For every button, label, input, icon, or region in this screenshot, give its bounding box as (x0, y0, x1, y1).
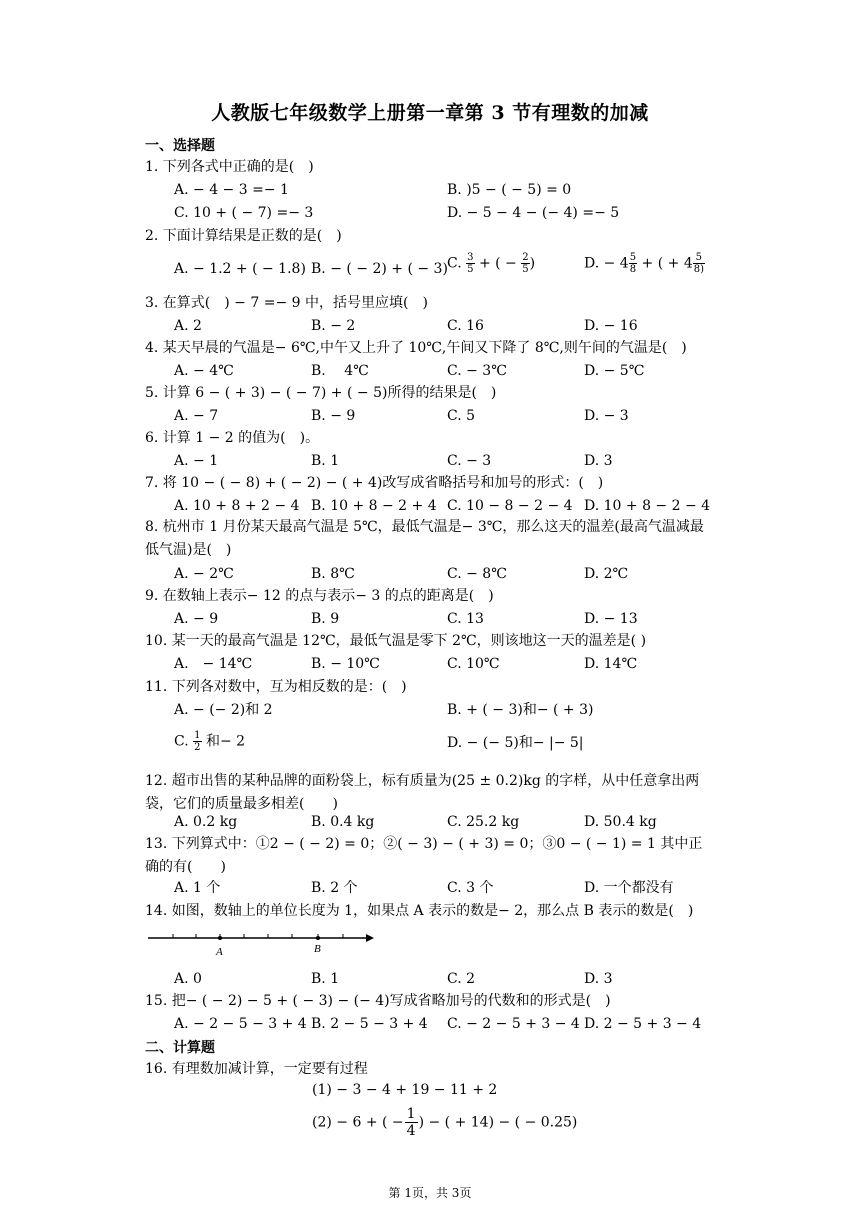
question-6-option-c: C. − 3 (447, 453, 492, 469)
fraction (693, 252, 705, 275)
option-label: C. (447, 255, 462, 272)
question-2-option-c (447, 252, 535, 275)
question-10-stem: 10. 某一天的最高气温是 12℃，最低气温是零下 2℃，则该地这一天的温差是( ) (145, 633, 647, 649)
question-11-option-d: D. − (− 5)和− |− 5| (447, 735, 584, 751)
question-12-option-a: A. 0.2 kg (174, 814, 238, 830)
question-12-stem: 12. 超市出售的某种品牌的面粉袋上，标有质量为(25 ± 0.2)kg 的字样，从中任意拿出两袋，它们的质量最多相差( ) (145, 773, 700, 812)
question-13-option-a: A. 1 个 (174, 880, 221, 896)
question-5-option-b: B. − 9 (311, 408, 356, 424)
question-7-option-b: B. 10 + 8 − 2 + 4 (311, 498, 437, 514)
question-3-stem: 3. 在算式( ) − 7 =− 9 中，括号里应填( ) (145, 295, 428, 311)
question-13-option-d: D. 一个都没有 (584, 880, 674, 896)
question-9-option-c: C. 13 (447, 611, 484, 627)
closing-text: ) (529, 255, 536, 272)
denominator: 8 (629, 264, 637, 275)
section-heading-calc: 二、计算题 (145, 1040, 215, 1056)
question-11-option-a: A. − (− 2)和 2 (174, 702, 273, 718)
numerator: 1 (194, 730, 201, 741)
point-a-label: A (216, 946, 223, 958)
fraction (193, 730, 201, 753)
question-15-stem: 15. 把− ( − 2) − 5 + ( − 3) − (− 4)写成省略加号的代数和的形式是( ) (145, 993, 611, 1009)
fraction (405, 1106, 418, 1139)
question-2-stem: 2. 下面计算结果是正数的是( ) (145, 228, 342, 244)
question-9-option-b: B. 9 (311, 611, 340, 627)
denominator: 5 (522, 264, 529, 275)
question-6-stem: 6. 计算 1 − 2 的值为( )。 (145, 430, 320, 446)
question-7-option-a: A. 10 + 8 + 2 − 4 (174, 498, 300, 514)
question-15-option-b: B. 2 − 5 − 3 + 4 (311, 1016, 428, 1032)
numerator: 3 (467, 252, 474, 263)
denominator: 5 (467, 264, 474, 275)
question-4-option-a: A. − 4℃ (174, 363, 234, 379)
question-4-stem: 4. 某天早晨的气温是− 6℃,中午又上升了 10℃,午间又下降了 8℃,则午间的气温是( ) (145, 340, 687, 356)
calculation-2 (312, 1106, 577, 1139)
question-10-option-d: D. 14℃ (584, 656, 638, 672)
question-8-stem: 8. 杭州市 1 月份某天最高气温是 5℃，最低气温是− 3℃，那么这天的温差(最高气温减最低气温)是( ) (145, 519, 704, 558)
denominator: 4 (406, 1123, 416, 1139)
question-1-stem: 1. 下列各式中正确的是( ) (145, 159, 314, 175)
question-4-option-c: C. − 3℃ (447, 363, 507, 379)
question-13-stem: 13. 下列算式中：①2 − ( − 2) = 0；②( − 3) − ( + 3) = 0；③0 − ( − 1) = 1 其中正确的有( ) (145, 836, 703, 875)
question-12-option-c: C. 25.2 kg (447, 814, 520, 830)
question-9-stem: 9. 在数轴上表示− 12 的点与表示− 3 的点的距离是( ) (145, 588, 494, 604)
option-label: C. (174, 733, 189, 750)
numerator: 1 (406, 1106, 416, 1122)
question-5-stem: 5. 计算 6 − ( + 3) − ( − 7) + ( − 5)所得的结果是( ) (145, 385, 497, 401)
question-1-option-a: A. − 4 − 3 =− 1 (174, 182, 289, 198)
question-10-option-b: B. − 10℃ (311, 656, 380, 672)
question-14-option-b: B. 1 (311, 971, 340, 987)
denominator: 8) (693, 264, 704, 275)
operator-text: + ( + 4 (641, 255, 693, 272)
question-9-option-a: A. − 9 (174, 611, 219, 627)
question-12-option-b: B. 0.4 kg (311, 814, 375, 830)
question-11-option-b: B. + ( − 3)和− ( + 3) (447, 702, 594, 718)
question-14-stem: 14. 如图，数轴上的单位长度为 1，如果点 A 表示的数是− 2，那么点 B 表示的数是( ) (145, 903, 694, 919)
denominator: 2 (194, 742, 201, 753)
question-13-option-b: B. 2 个 (311, 880, 358, 896)
question-14-option-d: D. 3 (584, 971, 613, 987)
question-7-option-d: D. 10 + 8 − 2 − 4 (584, 498, 711, 514)
question-2-option-d (584, 252, 705, 275)
number-line-figure (148, 928, 378, 960)
question-15-option-c: C. − 2 − 5 + 3 − 4 (447, 1016, 580, 1032)
question-1-option-b: B. )5 − ( − 5) = 0 (447, 182, 572, 198)
question-16-stem: 16. 有理数加减计算，一定要有过程 (145, 1061, 368, 1077)
question-5-option-a: A. − 7 (174, 408, 219, 424)
question-7-stem: 7. 将 10 − ( − 8) + ( − 2) − ( + 4)改写成省略括号和加号的形式：( ) (145, 475, 604, 491)
question-2-option-a: A. − 1.2 + ( − 1.8) (174, 261, 306, 277)
question-13-option-c: C. 3 个 (447, 880, 494, 896)
operator-text: + ( − (478, 255, 517, 272)
question-14-option-a: A. 0 (174, 971, 202, 987)
question-5-option-c: C. 5 (447, 408, 476, 424)
fraction (629, 252, 637, 275)
page-footer: 第 1页，共 3页 (388, 1186, 472, 1200)
question-3-option-a: A. 2 (174, 318, 202, 334)
calculation-1: (1) − 3 − 4 + 19 − 11 + 2 (312, 1082, 498, 1098)
option-label: D. − 4 (584, 255, 629, 272)
question-7-option-c: C. 10 − 8 − 2 − 4 (447, 498, 573, 514)
question-10-option-c: C. 10℃ (447, 656, 500, 672)
question-11-option-c (174, 730, 245, 753)
fraction (466, 252, 474, 275)
question-1-option-c: C. 10 + ( − 7) =− 3 (174, 205, 314, 221)
question-6-option-d: D. 3 (584, 453, 613, 469)
question-4-option-d: D. − 5℃ (584, 363, 645, 379)
numerator: 2 (522, 252, 529, 263)
point-b-dot (316, 936, 320, 940)
question-15-option-d: D. 2 − 5 + 3 − 4 (584, 1016, 702, 1032)
question-8-option-a: A. − 2℃ (174, 566, 234, 582)
question-3-option-c: C. 16 (447, 318, 484, 334)
question-6-option-a: A. − 1 (174, 453, 219, 469)
question-1-option-d: D. − 5 − 4 − (− 4) =− 5 (447, 205, 620, 221)
expression-start: (2) − 6 + ( − (312, 1114, 404, 1131)
closing-text: 和− 2 (205, 733, 246, 750)
fraction (521, 252, 529, 275)
point-b-label: B (314, 943, 321, 955)
question-4-option-b: B. 4℃ (311, 363, 369, 379)
question-8-option-b: B. 8℃ (311, 566, 355, 582)
question-8-option-c: C. − 8℃ (447, 566, 507, 582)
section-heading-choice: 一、选择题 (145, 138, 215, 154)
question-14-option-c: C. 2 (447, 971, 476, 987)
question-10-option-a: A. − 14℃ (174, 656, 253, 672)
question-8-option-d: D. 2℃ (584, 566, 629, 582)
question-12-option-d: D. 50.4 kg (584, 814, 657, 830)
question-9-option-d: D. − 13 (584, 611, 638, 627)
question-3-option-d: D. − 16 (584, 318, 638, 334)
expression-end: ) − ( + 14) − ( − 0.25) (418, 1114, 578, 1131)
question-2-option-b: B. − ( − 2) + ( − 3) (311, 261, 448, 277)
question-11-stem: 11. 下列各对数中，互为相反数的是：( ) (145, 679, 407, 695)
numerator: 5 (693, 252, 705, 264)
question-3-option-b: B. − 2 (311, 318, 356, 334)
point-a-dot (218, 936, 222, 940)
question-5-option-d: D. − 3 (584, 408, 629, 424)
question-6-option-b: B. 1 (311, 453, 340, 469)
question-15-option-a: A. − 2 − 5 − 3 + 4 (174, 1016, 307, 1032)
page-title: 人教版七年级数学上册第一章第 3 节有理数的加减 (211, 102, 649, 124)
numerator: 5 (629, 252, 637, 263)
number-line-arrow (366, 934, 374, 942)
